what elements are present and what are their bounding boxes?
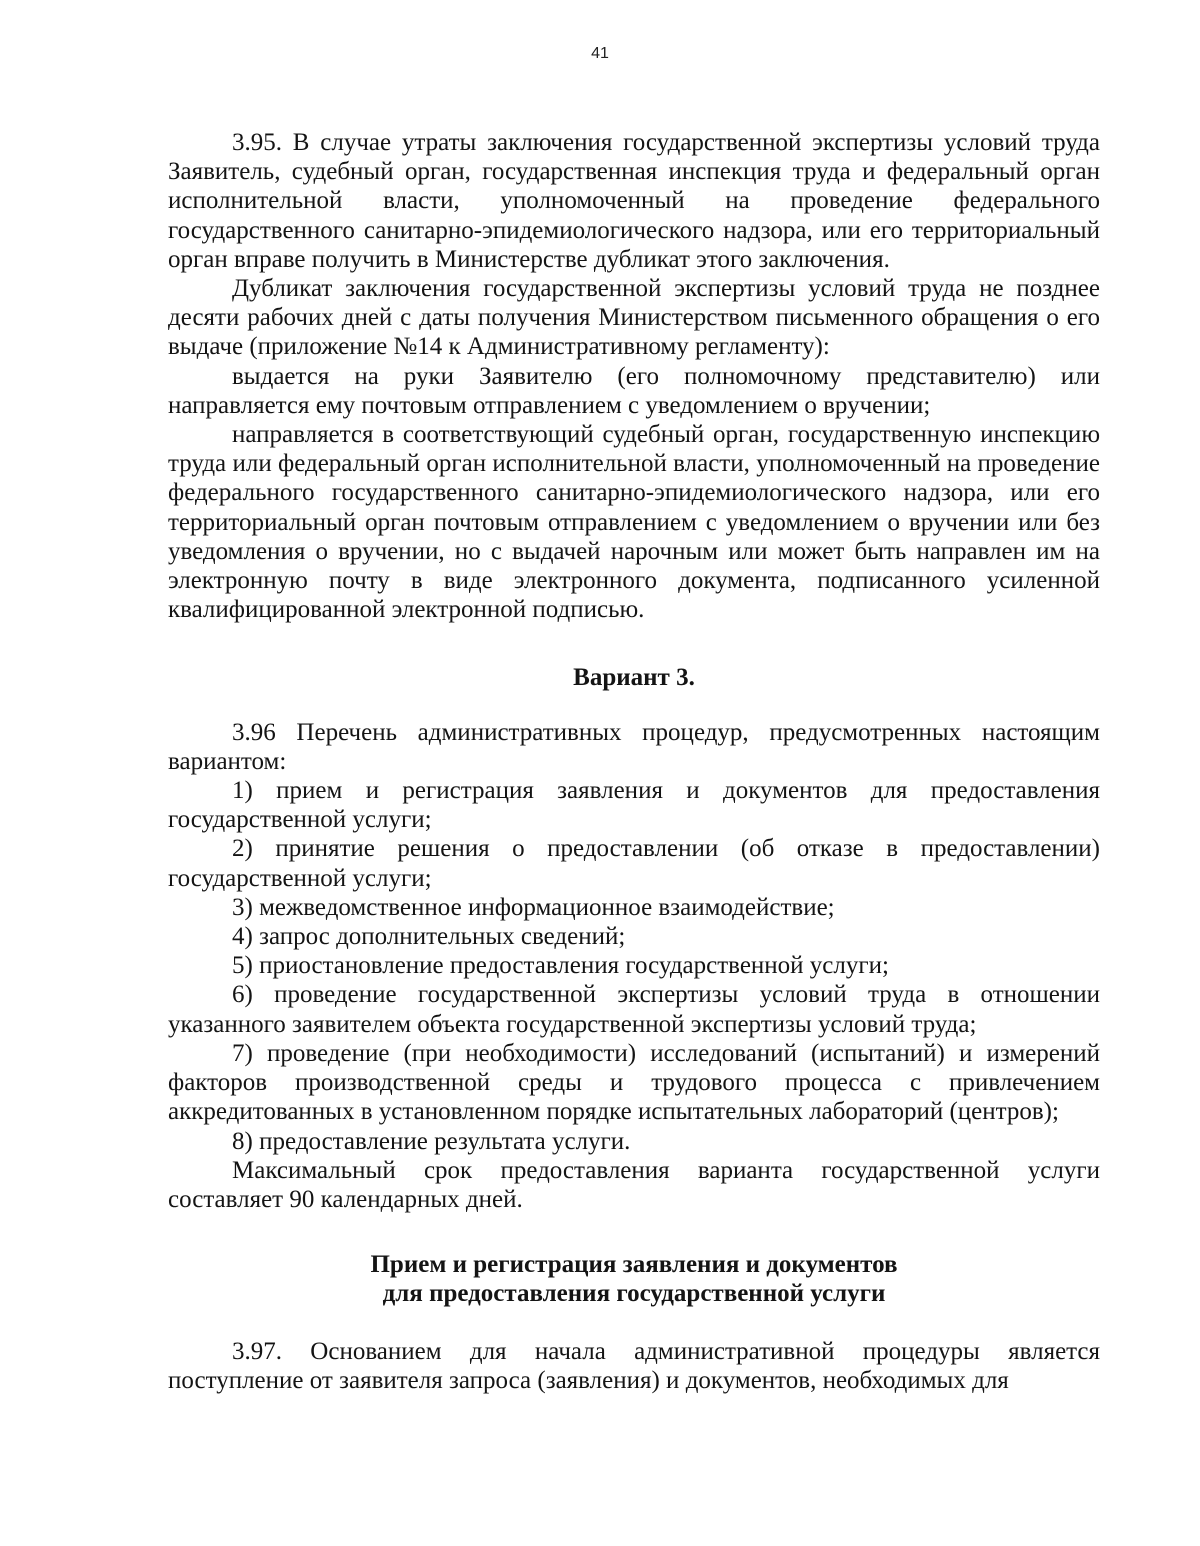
procedure-item-8: 8) предоставление результата услуги. <box>232 1127 631 1155</box>
document-body <box>168 128 1100 1395</box>
paragraph-3-95: 3.95. В случае утраты заключения государственной экспертизы условий труда Заявитель, судебный орган, государственная инспекция труда и федеральный орган исполнительной власти, уполномоченный на проведение федерального государственного санитарно-эпидемиологического надзора, или его территориальный орган вправе получить в Министерстве дубликат этого заключения. <box>168 129 1100 273</box>
section-heading-line-2: для предоставления государственной услуги <box>382 1280 886 1308</box>
procedure-item-5: 5) приостановление предоставления государственной услуги; <box>232 952 889 980</box>
paragraph-sent-to-authority: направляется в соответствующий судебный орган, государственную инспекцию труда или федеральный орган исполнительной власти, уполномоченный на проведение федерального государственного санитарно-эпидемиологического надзора, или его территориальный орган почтовым отправлением с уведомлением о вручении или без уведомления о вручении, но с выдачей нарочным или может быть направлен им на электронную почту в виде электронного документа, подписанного усиленной квалифицированной электронной подписью. <box>168 421 1100 624</box>
section-heading-line-1: Прием и регистрация заявления и документов <box>370 1251 898 1279</box>
procedure-item-6: 6) проведение государственной экспертизы условий труда в отношении указанного заявителем объекта государственной экспертизы условий труда; <box>168 981 1100 1038</box>
page-number: 41 <box>591 45 609 62</box>
procedure-item-7: 7) проведение (при необходимости) исследований (испытаний) и измерений факторов производственной среды и трудового процесса с привлечением аккредитованных в установленном порядке испытательных лабораторий (центров); <box>168 1039 1100 1126</box>
paragraph-3-97: 3.97. Основанием для начала административной процедуры является поступление от заявителя запроса (заявления) и документов, необходимых для <box>168 1337 1100 1394</box>
section-heading <box>168 1250 1100 1308</box>
paragraph-max-term: Максимальный срок предоставления варианта государственной услуги составляет 90 календарных дней. <box>168 1156 1100 1213</box>
paragraph-duplicate-issue: Дубликат заключения государственной экспертизы условий труда не позднее десяти рабочих дней с даты получения Министерством письменного обращения о его выдаче (приложение №14 к Административному регламенту): <box>168 275 1100 361</box>
procedure-item-2: 2) принятие решения о предоставлении (об отказе в предоставлении) государственной услуги; <box>168 835 1100 892</box>
paragraph-issued-to-applicant: выдается на руки Заявителю (его полномочному представителю) или направляется ему почтовым отправлением с уведомлением о вручении; <box>168 362 1100 419</box>
variant-heading: Вариант 3. <box>573 664 695 692</box>
paragraph-3-96: 3.96 Перечень административных процедур, предусмотренных настоящим вариантом: <box>168 718 1100 775</box>
procedure-item-3: 3) межведомственное информационное взаимодействие; <box>232 893 835 921</box>
procedure-item-4: 4) запрос дополнительных сведений; <box>232 923 626 951</box>
procedure-item-1: 1) прием и регистрация заявления и документов для предоставления государственной услуги; <box>168 777 1100 834</box>
